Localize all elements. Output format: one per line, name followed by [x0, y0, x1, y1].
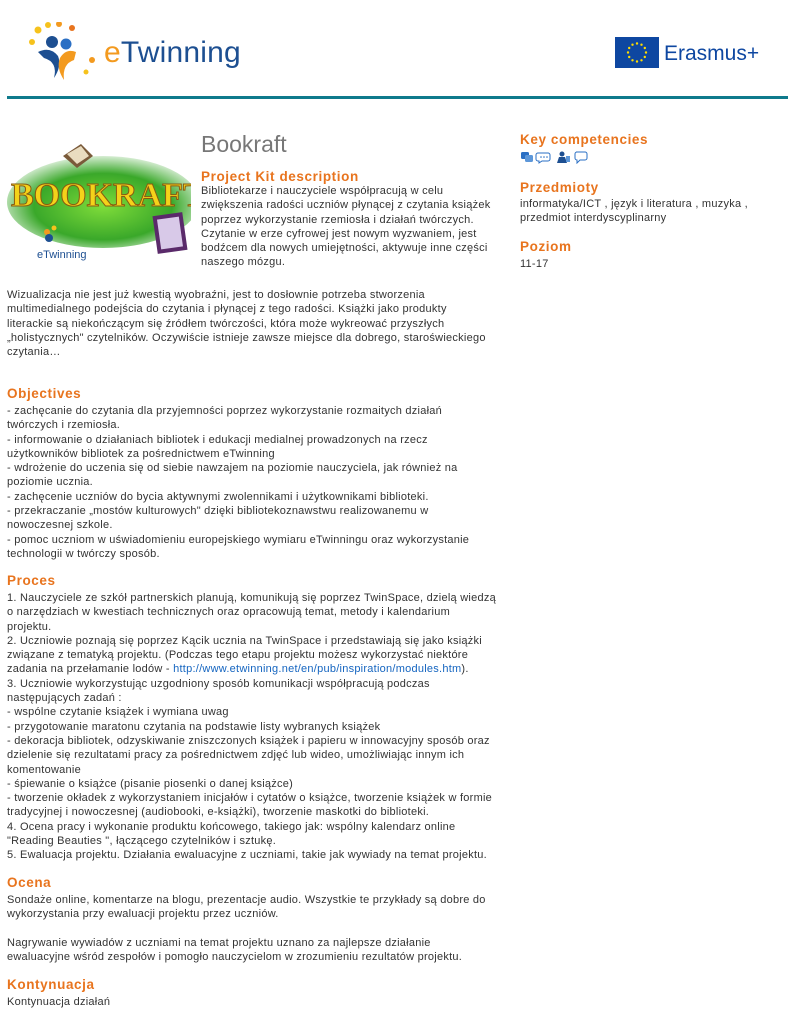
key-competencies-heading: Key competencies: [520, 132, 649, 147]
project-image: [7, 134, 191, 264]
header-divider: [7, 96, 788, 99]
process-text: 1. Nauczyciele ze szkół partnerskich planują, komunikują się poprzez TwinSpace, dzielą wiedzą o narzędziach w kwestiach technicznych oraz opracowują temat, metody i kalendarium projektu. 2. Uczniowie poznają się poprzez Kącik ucznia na TwinSpace i przedstawiają się jako książki związane z tematyką projektu. (Podczas tego etapu projektu możesz wykorzystać niektóre zadania na przełamanie lodów - http://www.etwinning.net/en/pub/inspiration/modules.htm). 3. Uczniowie wykorzystując uzgodniony sposób komunikacji współpracują podczas następujących zadań : - wspólne czytanie książek i wymiana uwag - przygotowanie maratonu czytania na podstawie listy wybranych książek - dekoracja bibliotek, odzyskiwanie zniszczonych książek i papieru w innowacyjny sposób oraz dzielenie się rezultatami pracy za pośrednictwem zdjęć lub wideo, umożliwiając innym ich komentowanie - śpiewanie o książce (pisanie piosenki o danej książce) - tworzenie okładek z wykorzystaniem inicjałów i cytatów o książce, tworzenie książek w formie tradycyjnej i nowoczesnej (audiobooki, e-książki), tworzenie maskotki do biblioteki. 4. Ocena pracy i wykonanie produktu końcowego, takiego jak: wspólny kalendarz online "Reading Beauties ", łączącego czytelników i sztukę. 5. Ewaluacja projektu. Działania ewaluacyjne z uczniami, takie jak wywiady na temat projektu.: [7, 592, 496, 862]
erasmus-wordmark: Erasmus+: [664, 42, 760, 65]
objectives-heading: Objectives: [7, 386, 82, 401]
bookraft-cover-icon: [7, 134, 191, 264]
etwinning-logo-icon: [28, 22, 102, 84]
competency-icon-dialogue: [536, 153, 550, 163]
eu-flag-icon: [615, 37, 659, 68]
kit-description-heading: Project Kit description: [201, 169, 359, 184]
assessment-paragraph-1: Sondaże online, komentarze na blogu, prezentacje audio. Wszystkie te przykłady są dobre do wykorzystania przy ewaluacji projektu przez uczniów.: [7, 894, 486, 921]
modules-link[interactable]: http://www.etwinning.net/en/pub/inspiration/modules.htm: [173, 663, 462, 676]
subjects-list: informatyka/ICT , język i literatura , muzyka , przedmiot interdyscyplinarny: [520, 198, 748, 225]
cover-badge-text: eTwinning: [37, 249, 87, 261]
process-heading: Proces: [7, 573, 56, 588]
erasmus-logo: [615, 36, 765, 72]
page-title: Bookraft: [201, 131, 287, 157]
cover-banner-text: BOOKRAFT: [11, 177, 191, 214]
continuation-text: Kontynuacja działań: [7, 996, 111, 1008]
etwinning-logo: [28, 22, 241, 84]
subjects-heading: Przedmioty: [520, 180, 599, 195]
assessment-paragraph-2: Nagrywanie wywiadów z uczniami na temat projektu uznano za najlepsze działanie ewaluacyjne wśród zespołów i pomogło nauczycielom w zrozumieniu rezultatów projektu.: [7, 937, 463, 964]
assessment-heading: Ocena: [7, 875, 52, 890]
level-value: 11-17: [520, 258, 549, 270]
objectives-text: - zachęcanie do czytania dla przyjemności poprzez wykorzystanie rozmaitych działań twórczych i rzemiosła. - informowanie o działaniach bibliotek i edukacji medialnej prowadzonych na rzecz użytkowników bibliotek za pośrednictwem eTwinning - wdrożenie do uczenia się od siebie nawzajem na poziomie nauczyciela, jak również na poziomie ucznia. - zachęcenie uczniów do bycia aktywnymi zwolennikami i użytkownikami biblioteki. - przekraczanie „mostów kulturowych" dzięki bibliotekoznawstwu realizowanemu w nowoczesnej szkole. - pomoc uczniom w uświadomieniu europejskiego wymiaru eTwinningu oraz wykorzystanie technologii w twórczy sposób.: [7, 405, 470, 560]
continuation-heading: Kontynuacja: [7, 977, 95, 992]
process-link-line: zadania na przełamanie lodów - http://www.etwinning.net/en/pub/inspiration/modules.htm).: [7, 663, 469, 676]
competency-icon-learning: [557, 152, 570, 164]
competency-icon-communication: [521, 152, 533, 162]
level-heading: Poziom: [520, 239, 572, 254]
etwinning-wordmark: eTwinning: [104, 36, 241, 69]
intro-paragraph: Wizualizacja nie jest już kwestią wyobraźni, jest to dosłownie potrzeba stworzenia multimedialnego podejścia do czytania i płynącej z tego radości. Książki jako produkty literackie są niekończącym się źródłem twórczości, która może wykreować przyszłych „holistycznych" czytelników. Oczywiście istnieje zawsze miejsce dla dobrego, staroświeckiego czytania…: [7, 289, 486, 359]
competency-icon-speech: [575, 152, 587, 163]
competency-icons: [520, 150, 600, 164]
kit-description-text: Bibliotekarze i nauczyciele współpracują w celu zwiększenia radości uczniów płynącej z czytania książek poprzez wykorzystanie rzemiosła i działań twórczych. Czytanie w erze cyfrowej jest nowym wyzwaniem, jest bodźcem dla nowych umiejętności, aktywuje inne części naszego mózgu.: [201, 185, 491, 269]
